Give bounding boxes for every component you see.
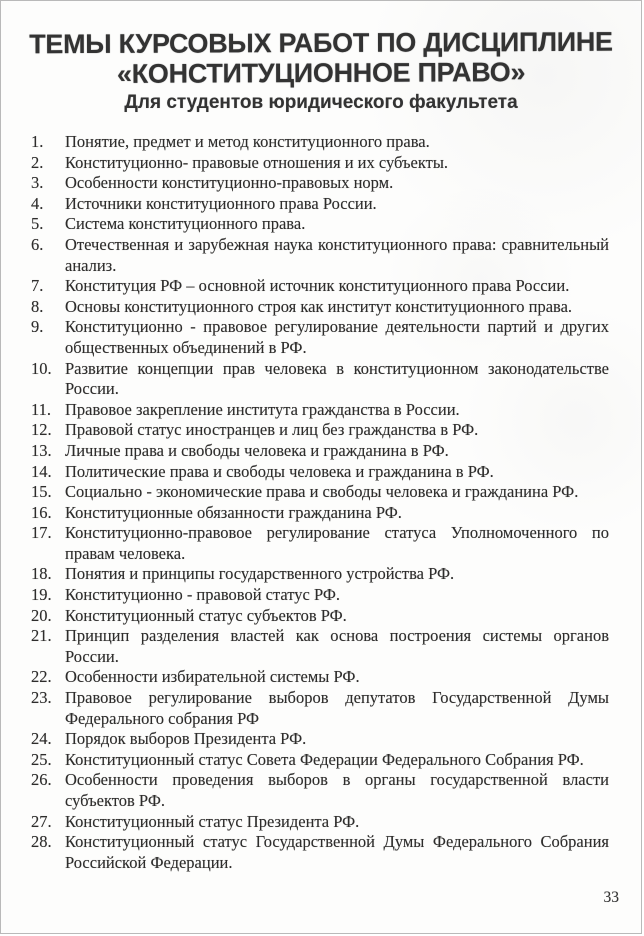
list-item-number: 19. — [31, 585, 52, 605]
list-item-text: Система конституционного права. — [65, 214, 306, 234]
list-item-number: 22. — [31, 667, 52, 687]
list-item — [31, 812, 609, 833]
list-item-number: 14. — [31, 461, 52, 481]
list-item-text: Особенности конституционно-правовых норм. — [65, 173, 394, 193]
list-item-text: Особенности проведения выборов в органы государственной власти субъектов РФ. — [65, 770, 609, 810]
list-item-number: 25. — [31, 749, 52, 769]
list-item-number: 13. — [31, 440, 52, 460]
list-item — [31, 462, 609, 483]
list-item-number: 12. — [31, 420, 52, 440]
list-item-number: 21. — [31, 626, 52, 646]
list-item — [31, 194, 609, 215]
page-subtitle: Для студентов юридического факультета — [124, 92, 518, 113]
list-item — [31, 297, 609, 318]
list-item — [31, 832, 609, 873]
list-item-text: Источники конституционного права России. — [65, 193, 377, 213]
list-item-number: 18. — [31, 564, 52, 584]
list-item — [31, 770, 609, 811]
list-item — [31, 729, 609, 750]
list-item-text: Правовое закрепление института гражданства в России. — [65, 399, 460, 419]
list-item-number: 5. — [31, 214, 44, 234]
list-item — [31, 235, 609, 276]
list-item — [31, 626, 609, 667]
list-item — [31, 132, 609, 153]
list-item-number: 11. — [31, 399, 52, 419]
list-item — [31, 564, 609, 585]
list-item-number: 24. — [31, 729, 52, 749]
list-item-text: Конституция РФ – основной источник конституционного права России. — [65, 276, 570, 296]
list-item-number: 16. — [31, 502, 52, 522]
list-item — [31, 276, 609, 297]
list-item-number: 3. — [31, 173, 44, 193]
list-item-text: Основы конституционного строя как институт конституционного права. — [65, 296, 573, 316]
list-item-text: Особенности избирательной системы РФ. — [65, 667, 360, 687]
list-item-text: Понятие, предмет и метод конституционного права. — [65, 132, 430, 151]
list-item-number: 7. — [31, 276, 44, 296]
list-item-number: 6. — [31, 234, 44, 254]
list-item-text: Правовое регулирование выборов депутатов Государственной Думы Федерального собрания РФ — [65, 688, 609, 728]
list-item-number: 28. — [31, 832, 52, 852]
list-item-number: 9. — [31, 317, 44, 337]
list-item-number: 10. — [31, 358, 52, 378]
list-item-text: Социально - экономические права и свободы человека и гражданина РФ. — [65, 482, 579, 502]
list-item-text: Конституционный статус Совета Федерации Федерального Собрания РФ. — [65, 749, 584, 769]
list-item-text: Личные права и свободы человека и гражданина в РФ. — [65, 440, 449, 460]
list-item — [31, 420, 609, 441]
list-item-text: Понятия и принципы государственного устройства РФ. — [65, 564, 455, 584]
list-item-number: 26. — [31, 770, 52, 790]
list-item-text: Конституционно - правовой статус РФ. — [65, 585, 341, 605]
document-header — [1, 1, 641, 114]
list-item — [31, 153, 609, 174]
list-item-number: 8. — [31, 296, 44, 316]
list-item — [31, 482, 609, 503]
list-item-number: 23. — [31, 688, 52, 708]
list-item — [31, 503, 609, 524]
list-item-number: 20. — [31, 605, 52, 625]
list-item-text: Отечественная и зарубежная наука конституционного права: сравнительный анализ. — [65, 234, 609, 275]
list-item — [31, 173, 609, 194]
list-item-text: Конституционный статус Президента РФ. — [65, 811, 360, 831]
list-item-number: 15. — [31, 482, 52, 502]
list-item — [31, 606, 609, 627]
list-item — [31, 317, 609, 358]
list-item-number: 1. — [31, 132, 44, 151]
list-item-text: Конституционно-правовое регулирование статуса Уполномоченного по правам человека. — [65, 523, 609, 563]
list-item-number: 2. — [31, 152, 44, 172]
list-item-text: Развитие концепции прав человека в конституционном законодательстве России. — [65, 358, 609, 399]
list-item — [31, 441, 609, 462]
list-item-text: Конституционный статус субъектов РФ. — [65, 605, 347, 625]
page-title-line1: ТЕМЫ КУРСОВЫХ РАБОТ ПО ДИСЦИПЛИНЕ — [29, 26, 613, 60]
list-item-number: 17. — [31, 523, 52, 543]
list-item — [31, 750, 609, 771]
list-item — [31, 359, 609, 400]
list-item-text: Конституционные обязанности гражданина РФ. — [65, 502, 402, 522]
list-item — [31, 400, 609, 421]
list-item-text: Порядок выборов Президента РФ. — [65, 729, 307, 749]
list-item-text: Конституционный статус Государственной Думы Федерального Собрания Российской Федерации. — [65, 832, 609, 872]
list-item — [31, 214, 609, 235]
list-item-text: Конституционно - правовое регулирование деятельности партий и других общественных объединений в РФ. — [65, 317, 609, 357]
page-title-line2: «КОНСТИТУЦИОННОЕ ПРАВО» — [116, 57, 526, 89]
list-item-number: 4. — [31, 193, 44, 213]
list-item — [31, 585, 609, 606]
list-item-text: Политические права и свободы человека и гражданина в РФ. — [65, 461, 494, 481]
topics-list — [1, 132, 641, 873]
list-item — [31, 688, 609, 729]
list-item-text: Правовой статус иностранцев и лиц без гражданства в РФ. — [65, 420, 479, 440]
list-item — [31, 667, 609, 688]
list-item-text: Конституционно- правовые отношения и их субъекты. — [65, 152, 449, 172]
list-item-number: 27. — [31, 811, 52, 831]
page-title — [1, 27, 641, 90]
page-number: 33 — [603, 889, 619, 906]
list-item — [31, 523, 609, 564]
list-item-text: Принцип разделения властей как основа построения системы органов России. — [65, 626, 609, 666]
